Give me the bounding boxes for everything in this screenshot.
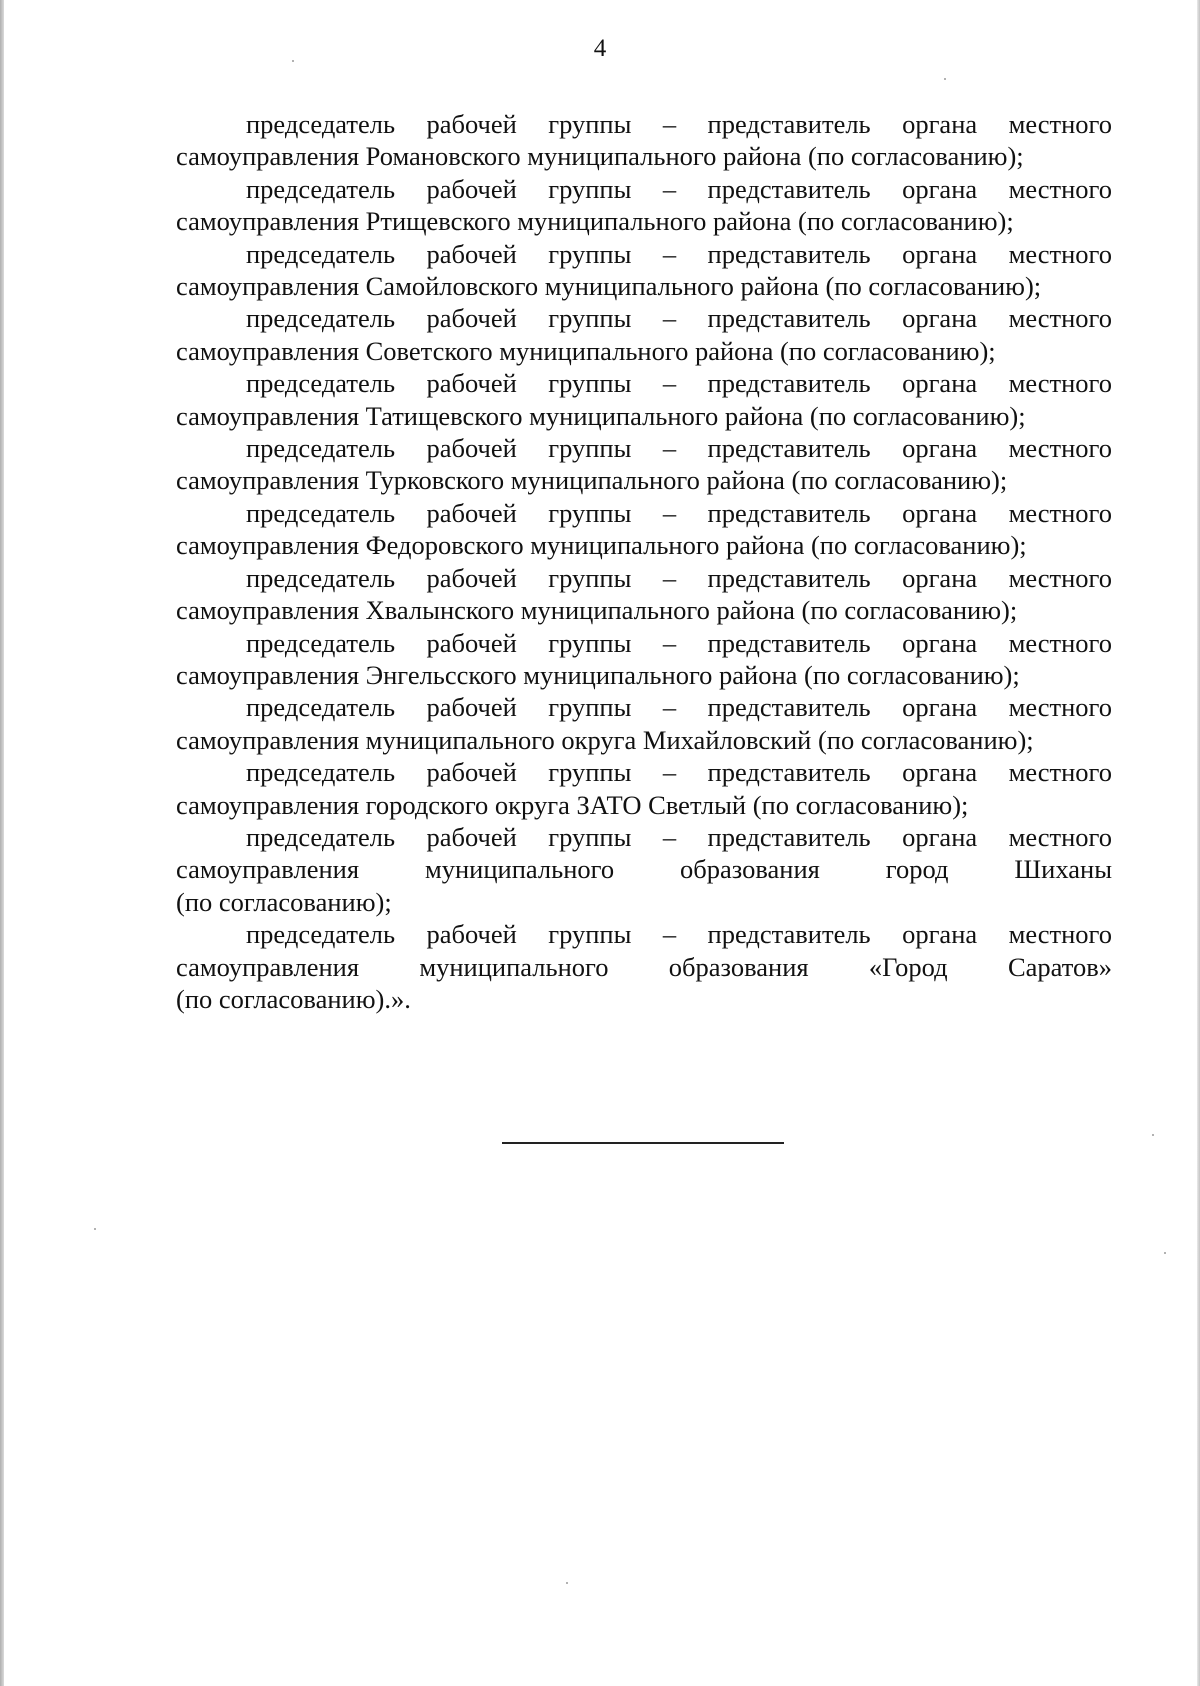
paragraph-1-rest: самоуправления Романовского муниципального района (по согласованию); — [176, 141, 1024, 172]
paragraph-13-line-1: председатель рабочей группы – представитель органа местного — [246, 919, 1112, 950]
scan-speck — [292, 60, 294, 62]
paragraph-13-line-2: самоуправления муниципального образования «Город Саратов» — [176, 951, 1112, 982]
paragraph-13-rest: (по согласованию).». — [176, 983, 411, 1014]
paragraph-9-line-1: председатель рабочей группы – представитель органа местного — [246, 627, 1112, 658]
scan-speck — [566, 1582, 568, 1584]
paragraph-1-line-1: председатель рабочей группы – представитель органа местного — [246, 109, 1112, 139]
paragraph-5-line-1: председатель рабочей группы – представитель органа местного — [246, 368, 1112, 399]
paragraph-2 — [176, 173, 1112, 238]
paragraph-2-line-1: председатель рабочей группы – представитель органа местного — [246, 173, 1112, 204]
paragraph-3 — [176, 238, 1112, 303]
paragraph-12-line-2: самоуправления муниципального образования город Шиханы — [176, 854, 1112, 885]
paragraph-8 — [176, 562, 1112, 627]
paragraph-9 — [176, 627, 1112, 692]
paragraph-12-rest: (по согласованию); — [176, 886, 392, 917]
paragraph-10-line-1: председатель рабочей группы – представитель органа местного — [246, 692, 1112, 723]
paragraph-5 — [176, 367, 1112, 432]
paragraph-6 — [176, 432, 1112, 497]
paragraph-7 — [176, 497, 1112, 562]
paragraph-6-line-1: председатель рабочей группы – представитель органа местного — [246, 433, 1112, 464]
paragraph-3-rest: самоуправления Самойловского муниципального района (по согласованию); — [176, 271, 1042, 302]
paragraph-7-line-1: председатель рабочей группы – представитель органа местного — [246, 497, 1112, 528]
closing-divider-line — [502, 1142, 784, 1144]
scan-edge-left — [0, 0, 4, 1686]
document-body — [176, 108, 1112, 1015]
paragraph-13 — [176, 918, 1112, 1015]
paragraph-9-rest: самоуправления Энгельсского муниципального района (по согласованию); — [176, 659, 1020, 690]
paragraph-8-line-1: председатель рабочей группы – представитель органа местного — [246, 562, 1112, 593]
paragraph-5-rest: самоуправления Татищевского муниципального района (по согласованию); — [176, 400, 1026, 431]
paragraph-11-rest: самоуправления городского округа ЗАТО Светлый (по согласованию); — [176, 789, 969, 820]
paragraph-4-rest: самоуправления Советского муниципального района (по согласованию); — [176, 335, 996, 366]
scan-speck — [1164, 1252, 1166, 1254]
paragraph-7-rest: самоуправления Федоровского муниципального района (по согласованию); — [176, 530, 1027, 561]
paragraph-11-line-1: председатель рабочей группы – представитель органа местного — [246, 757, 1112, 788]
paragraph-12 — [176, 821, 1112, 918]
paragraph-4-line-1: председатель рабочей группы – представитель органа местного — [246, 303, 1112, 334]
paragraph-6-rest: самоуправления Турковского муниципального района (по согласованию); — [176, 465, 1008, 496]
scan-speck — [944, 78, 946, 80]
paragraph-8-rest: самоуправления Хвалынского муниципального района (по согласованию); — [176, 595, 1018, 626]
paragraph-10-rest: самоуправления муниципального округа Михайловский (по согласованию); — [176, 724, 1034, 755]
paragraph-12-line-1: председатель рабочей группы – представитель органа местного — [246, 821, 1112, 852]
scan-speck — [94, 1228, 96, 1230]
page-number: 4 — [593, 35, 607, 62]
paragraph-10 — [176, 691, 1112, 756]
paragraph-1 — [176, 108, 1112, 173]
paragraph-4 — [176, 302, 1112, 367]
paragraph-2-rest: самоуправления Ртищевского муниципального района (по согласованию); — [176, 206, 1014, 237]
paragraph-11 — [176, 756, 1112, 821]
paragraph-3-line-1: председатель рабочей группы – представитель органа местного — [246, 238, 1112, 269]
scan-speck — [1152, 1134, 1154, 1136]
